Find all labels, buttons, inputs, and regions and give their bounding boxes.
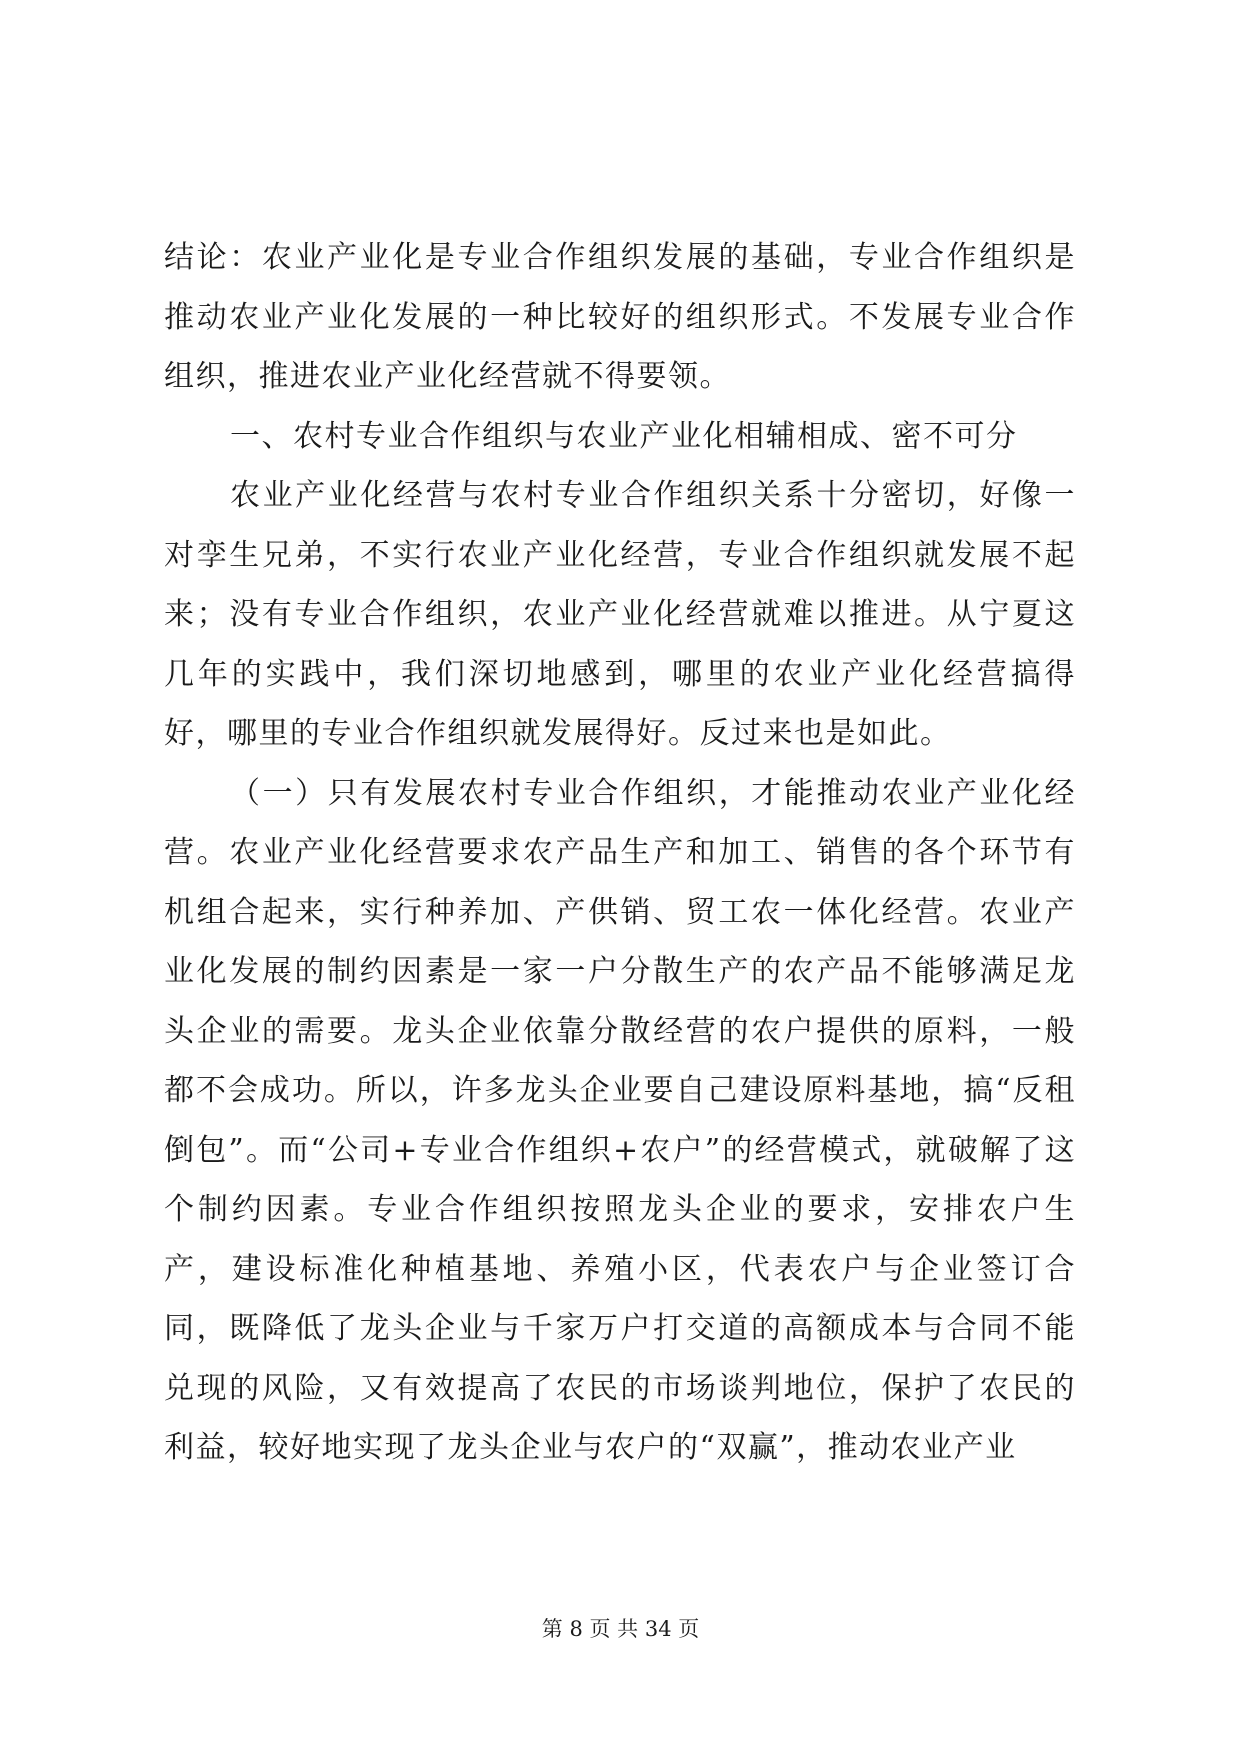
page-number: 第 8 页 共 34 页 (541, 1617, 700, 1641)
body-paragraph: 农业产业化经营与农村专业合作组织关系十分密切，好像一对孪生兄弟，不实行农业产业化经营，专业合作组织就发展不起来；没有专业合作组织，农业产业化经营就难以推进。从宁夏这几年的实践中，我们深切地感到，哪里的农业产业化经营搞得好，哪里的专业合作组织就发展得好。反过来也是如此。 (164, 478, 1076, 751)
section-heading: 一、农村专业合作组织与农业产业化相辅相成、密不可分 (230, 418, 1018, 454)
document-body (164, 228, 1076, 1478)
conclusion-paragraph: 结论：农业产业化是专业合作组织发展的基础，专业合作组织是推动农业产业化发展的一种比较好的组织形式。不发展专业合作组织，推进农业产业化经营就不得要领。 (164, 240, 1076, 394)
page-footer (0, 1613, 1241, 1643)
body-paragraph: （一）只有发展农村专业合作组织，才能推动农业产业化经营。农业产业化经营要求农产品生产和加工、销售的各个环节有机组合起来，实行种养加、产供销、贸工农一体化经营。农业产业化发展的制约因素是一家一户分散生产的农产品不能够满足龙头企业的需要。龙头企业依靠分散经营的农户提供的原料，一般都不会成功。所以，许多龙头企业要自己建设原料基地，搞“反租倒包”。而“公司+专业合作组织+农户”的经营模式，就破解了这个制约因素。专业合作组织按照龙头企业的要求，安排农户生产，建设标准化种植基地、养殖小区，代表农户与企业签订合同，既降低了龙头企业与千家万户打交道的高额成本与合同不能兑现的风险，又有效提高了农民的市场谈判地位，保护了农民的利益，较好地实现了龙头企业与农户的“双赢”，推动农业产业 (164, 775, 1076, 1465)
